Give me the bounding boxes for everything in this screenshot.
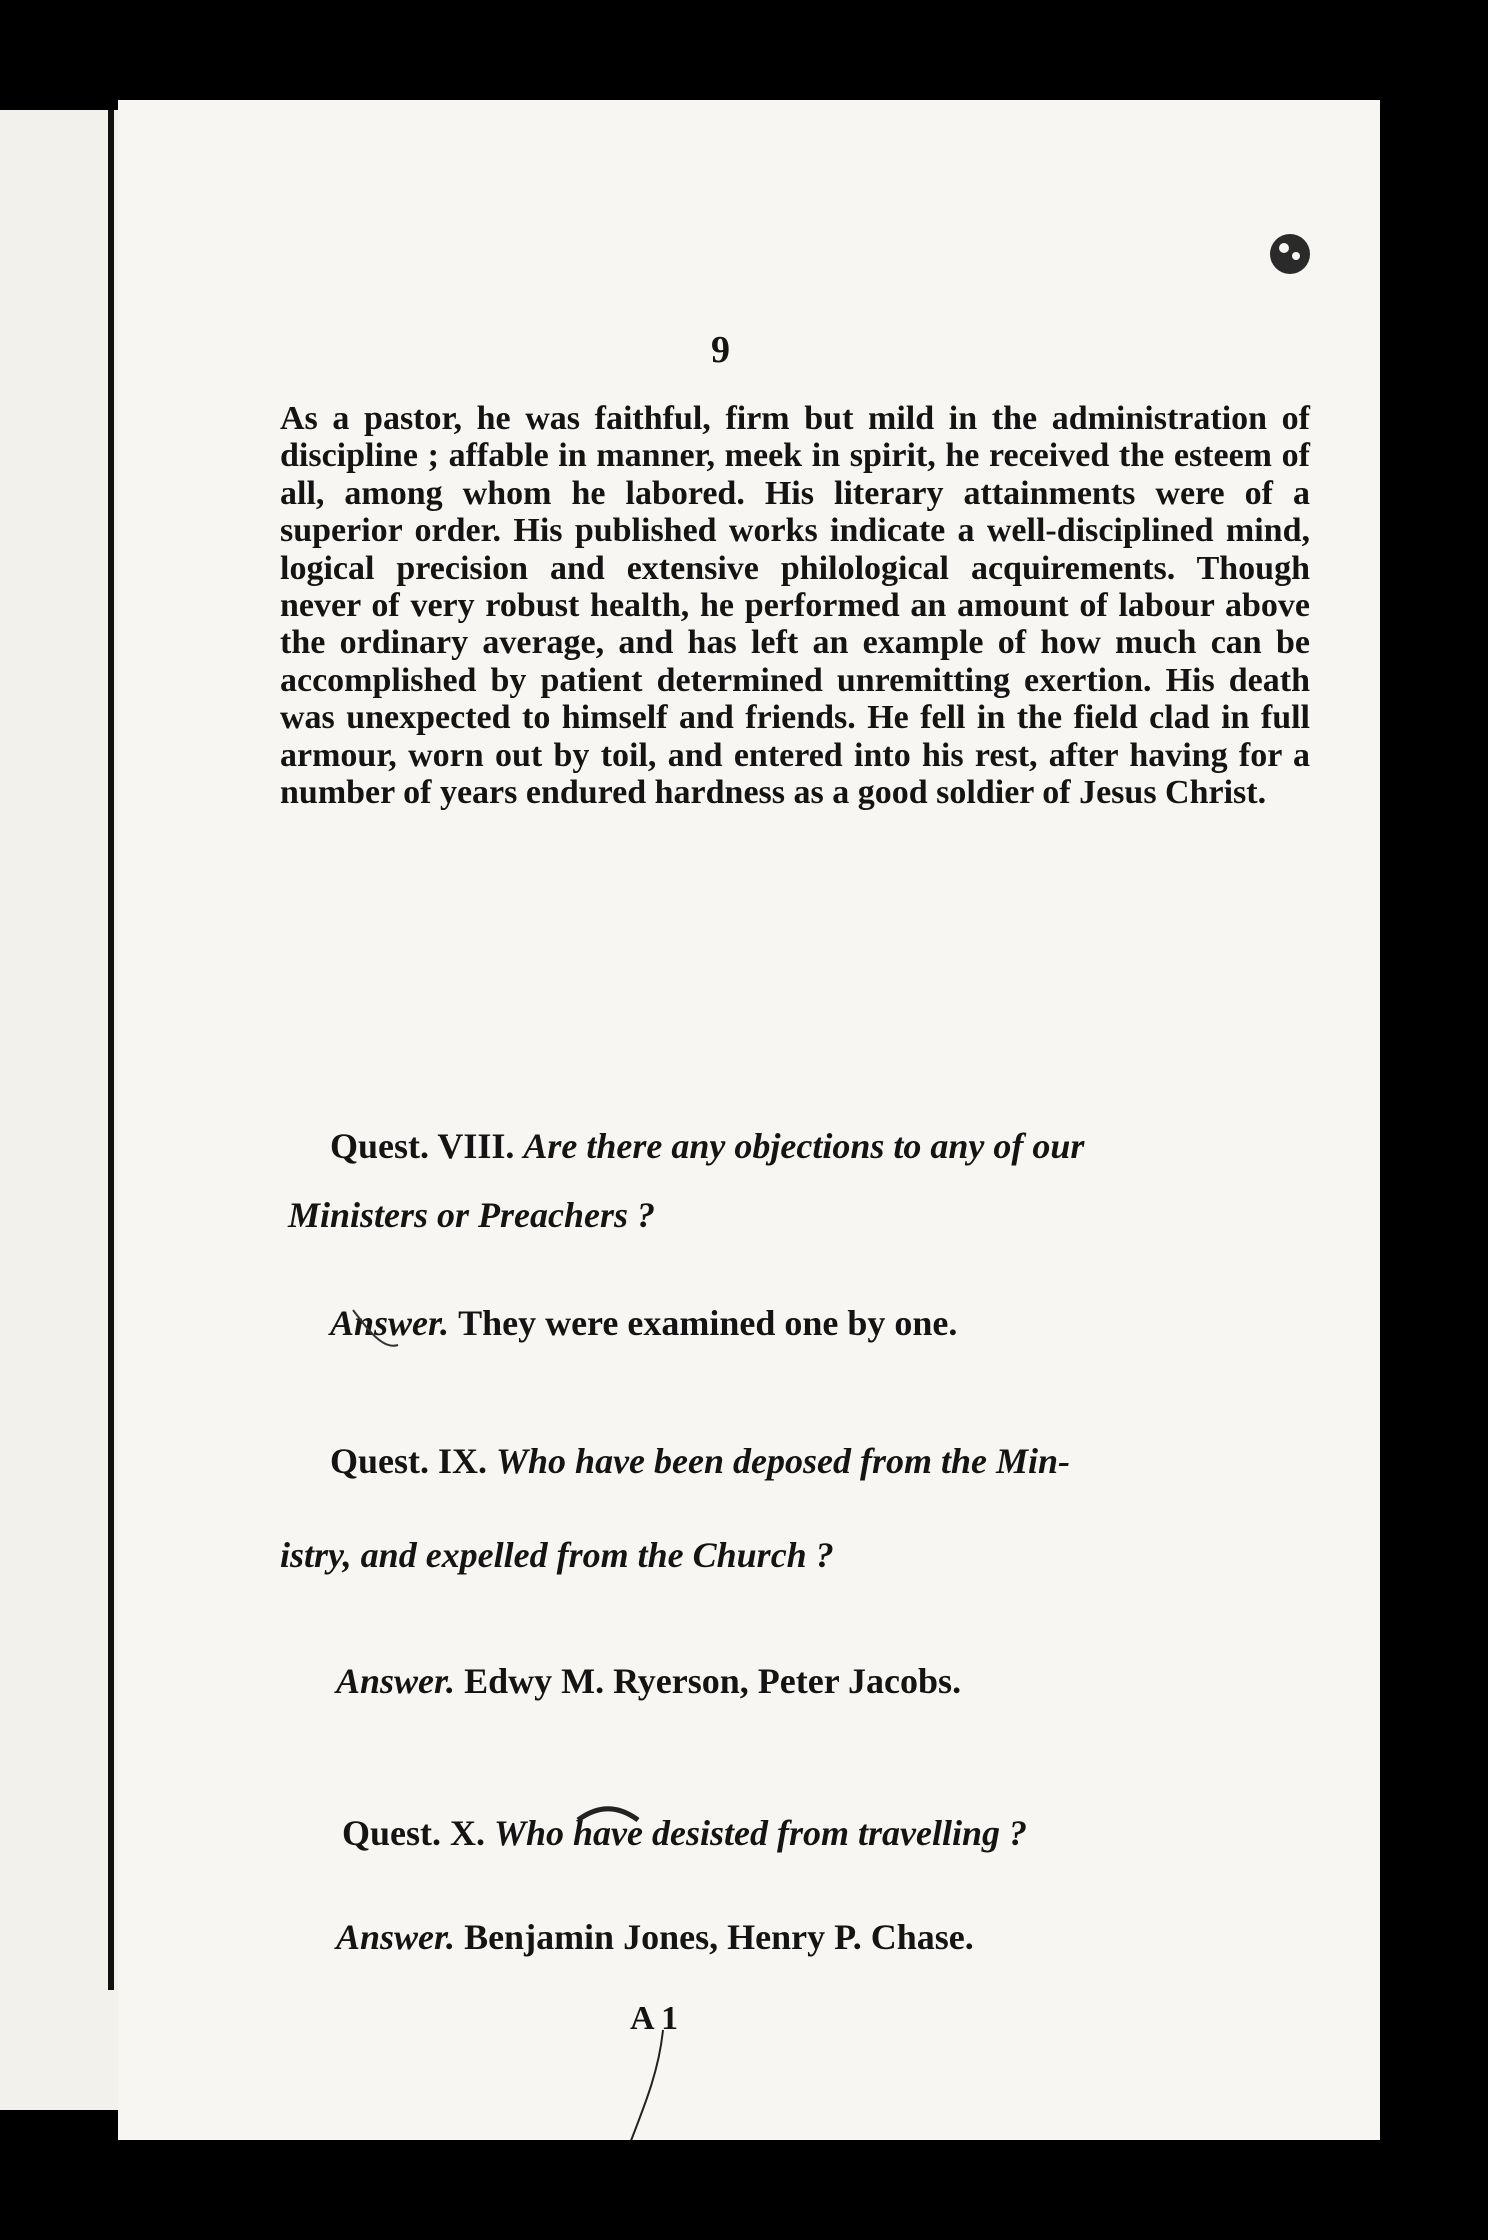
- question-8-text-2: Ministers or Preachers ?: [288, 1195, 656, 1235]
- question-9-line-1: [330, 1440, 1070, 1482]
- question-10-line: [342, 1812, 1027, 1854]
- page-number: 9: [711, 329, 730, 371]
- question-9-text-2: istry, and expelled from the Church ?: [280, 1535, 834, 1575]
- question-8-line-2: [288, 1194, 655, 1236]
- answer-10-label: Answer.: [336, 1917, 456, 1957]
- answer-10-line: [336, 1916, 974, 1958]
- answer-9-line: [336, 1660, 961, 1702]
- answer-8-label: Answer.: [330, 1303, 450, 1343]
- question-8-label: Quest. VIII.: [330, 1126, 515, 1166]
- signature-mark: A 1: [630, 2000, 679, 2037]
- answer-9-label: Answer.: [336, 1661, 456, 1701]
- question-8-line-1: [330, 1125, 1084, 1167]
- question-8-text-1: Are there any objections to any of our: [523, 1126, 1085, 1166]
- question-9-label: Quest. IX.: [330, 1441, 488, 1481]
- answer-10-text: Benjamin Jones, Henry P. Chase.: [464, 1917, 974, 1957]
- question-10-label: Quest. X.: [342, 1813, 485, 1853]
- answer-8-line: [330, 1302, 957, 1344]
- obituary-paragraph: As a pastor, he was faithful, firm but mild in the administration of discipline ; affable in manner, meek in spirit, he received the esteem of all, among whom he labored. His literary attainments were of a superior order. His published works indicate a well-disciplined mind, logical precision and extensive philological acquirements. Though never of very robust health, he performed an amount of labour above the ordinary average, and has left an example of how much can be accomplished by patient determined unremitting exertion. His death was unexpected to himself and friends. He fell in the field clad in full armour, worn out by toil, and entered into his rest, after having for a number of years endured hardness as a good soldier of Jesus Christ.: [280, 400, 1310, 812]
- gutter-line: [108, 110, 114, 1990]
- question-9-text-1: Who have been deposed from the Min-: [496, 1441, 1070, 1481]
- question-10-text: Who have desisted from travelling ?: [494, 1813, 1027, 1853]
- library-stamp-icon: [1258, 220, 1322, 284]
- question-9-line-2: [280, 1534, 834, 1576]
- answer-8-text: They were examined one by one.: [458, 1303, 958, 1343]
- document-page: [118, 100, 1380, 2140]
- answer-9-text: Edwy M. Ryerson, Peter Jacobs.: [464, 1661, 962, 1701]
- facing-page-edge: [0, 110, 118, 2110]
